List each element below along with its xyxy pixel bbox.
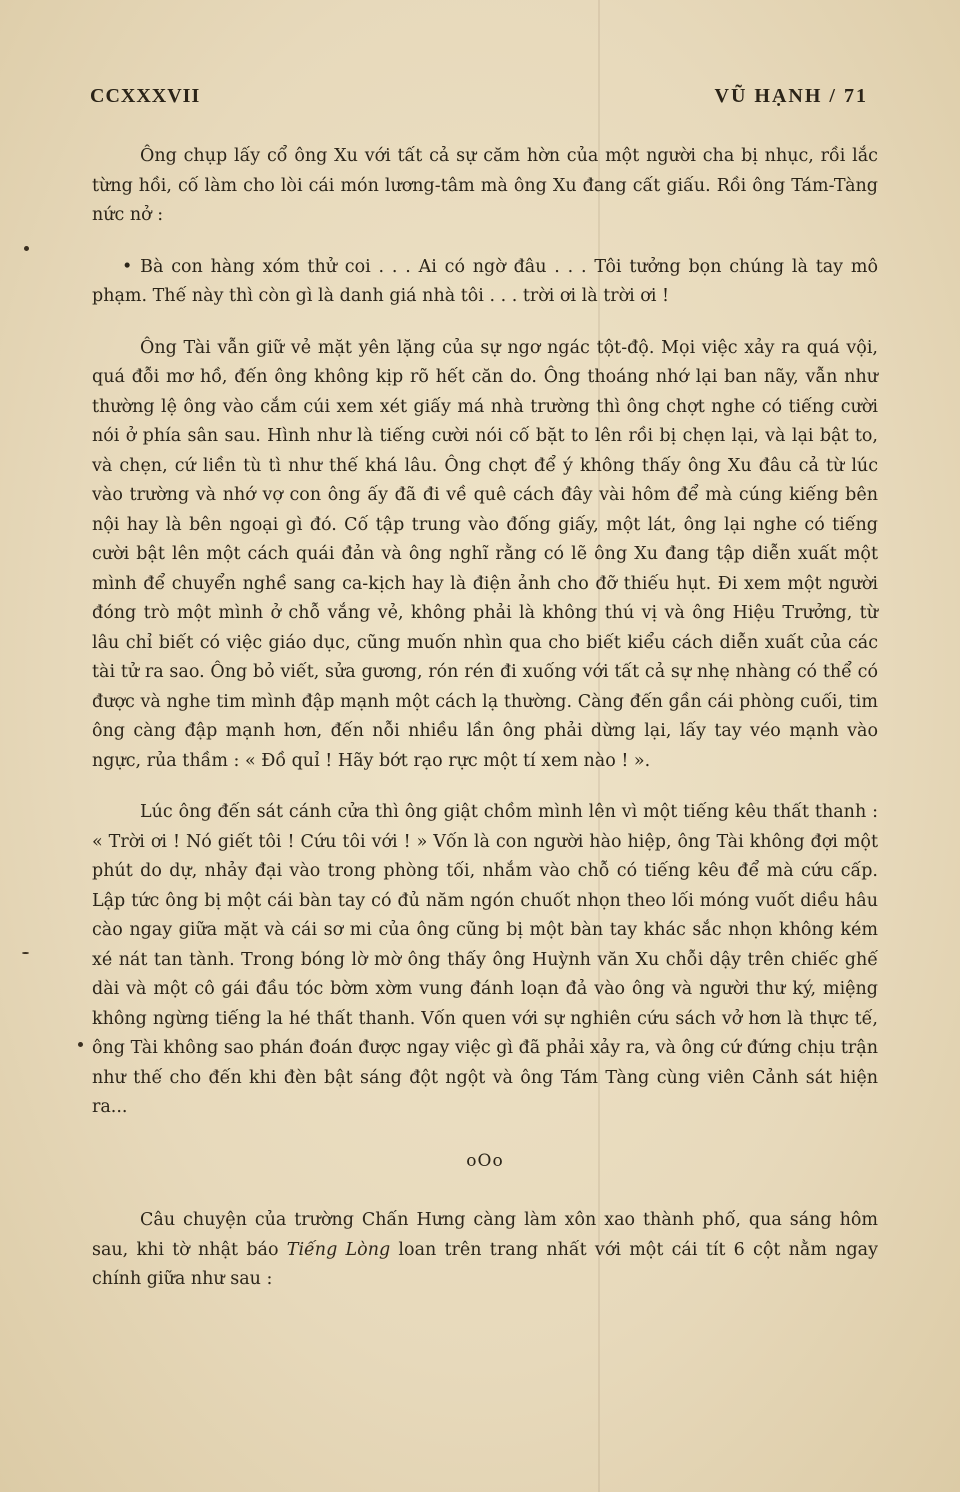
paragraph-gap [92, 312, 878, 334]
paragraph-3: Ông Tài vẫn giữ vẻ mặt yên lặng của sự ngơ ngác tột-độ. Mọi việc xảy ra quá vội, quá đỗi mơ hồ, đến ông không kịp rõ hết căn do. Ông thoáng nhớ lại ban nãy, vẫn như thường lệ ông vào cắm cúi xem xét giấy má nhà trường thì ông chợt nghe có tiếng cười nói ở phía sân sau. Hình như là tiếng cười nói cố bặt to lên rồi bị chẹn lại, và lại bật to, và chẹn, cứ liền tù tì như thế khá lâu. Ông chợt để ý không thấy ông Xu đâu cả từ lúc vào trường và nhớ vợ con ông ấy đã đi về quê cách đây vài hôm để mà cúng kiếng bên nội hay là bên ngoại gì đó. Cố tập trung vào đống giấy, một lát, ông lại nghe có tiếng cười bật lên một cách quái đản và ông nghĩ rằng có lẽ ông Xu đang tập diễn xuất một mình để chuyển nghề sang ca-kịch hay là điện ảnh cho đỡ thiếu hụt. Đi xem một người đóng trò một mình ở chỗ vắng vẻ, không phải là không thú vị và ông Hiệu Trưởng, từ lâu chỉ biết có việc giáo dục, cũng muốn nhìn qua cho biết kiểu cách diễn xuất của các tài tử ra sao. Ông bỏ viết, sửa gương, rón rén đi xuống với tất cả sự nhẹ nhàng có thể có được và nghe tim mình đập mạnh một cách lạ thường. Càng đến gần cái phòng cuối, tim ông càng đập mạnh hơn, đến nỗi nhiều lần ông phải dừng lại, lấy tay véo mạnh vào ngực, rủa thầm : « Đồ quỉ ! Hãy bớt rạo rực một tí xem nào ! ». [92, 337, 878, 771]
section-separator: oOo [466, 1150, 504, 1171]
page-roman-numeral: CCXXXVII [90, 84, 201, 107]
running-title: VŨ HẠNH / 71 [714, 84, 868, 107]
newspaper-name: Tiếng Lòng [286, 1239, 391, 1260]
dialogue-paragraph: • Bà con hàng xóm thử coi . . . Ai có ngờ đâu . . . Tôi tưởng bọn chúng là tay mô phạm. Thế này thì còn gì là danh giá nhà tôi . . . trời ơi là trời ơi ! [92, 256, 878, 306]
page-body [92, 142, 878, 1295]
ink-speck [24, 246, 29, 251]
final-text-after: loan trên trang nhất với một cái tít 6 cột nằm ngay chính giữa như sau : [92, 1239, 879, 1289]
paragraph-gap [92, 231, 878, 253]
final-text-before: Câu chuyện của trường Chấn Hưng càng làm xôn xao thành phố, qua sáng hôm sau, khi tờ nhật báo [92, 1210, 878, 1260]
paragraph-1: Ông chụp lấy cổ ông Xu với tất cả sự căm hờn của một người cha bị nhục, rồi lắc từng hồi, cố làm cho lòi cái món lương-tâm mà ông Xu đang cất giấu. Rồi ông Tám-Tàng nức nở : [92, 146, 878, 225]
paragraph-4: Lúc ông đến sát cánh cửa thì ông giật chồm mình lên vì một tiếng kêu thất thanh : « Trời ơi ! Nó giết tôi ! Cứu tôi với ! » Vốn là con người hào hiệp, ông Tài không đợi một phút do dự, nhảy đại vào trong phòng tối, nhắm vào chỗ có tiếng kêu để mà cứu cấp. Lập tức ông bị một cái bàn tay có đủ năm ngón chuốt nhọn theo lối móng vuốt diều hâu cào ngay giữa mặt và cái sơ mi của ông cũng bị một bàn tay khác sắc nhọn không kém xé nát tan tành. Trong bóng lờ mờ ông thấy ông Huỳnh văn Xu chỗi dậy trên chiếc ghế dài và một cô gái đầu tóc bờm xờm vung đánh loạn đả vào ông và người thư ký, miệng không ngừng tiếng la hé thất thanh. Vốn quen với sự nghiên cứu sách vở hơn là thực tế, ông Tài không sao phán đoán được ngay việc gì đã phải xảy ra, và ông cứ đứng chịu trận như thế cho đến khi đèn bật sáng đột ngột và ông Tám Tàng cùng viên Cảnh sát hiện ra... [92, 802, 878, 1117]
ink-speck [22, 952, 29, 954]
paragraph-final [92, 1206, 878, 1295]
ink-speck [78, 1042, 83, 1047]
page-header [90, 78, 868, 114]
paragraph-gap [92, 776, 878, 798]
